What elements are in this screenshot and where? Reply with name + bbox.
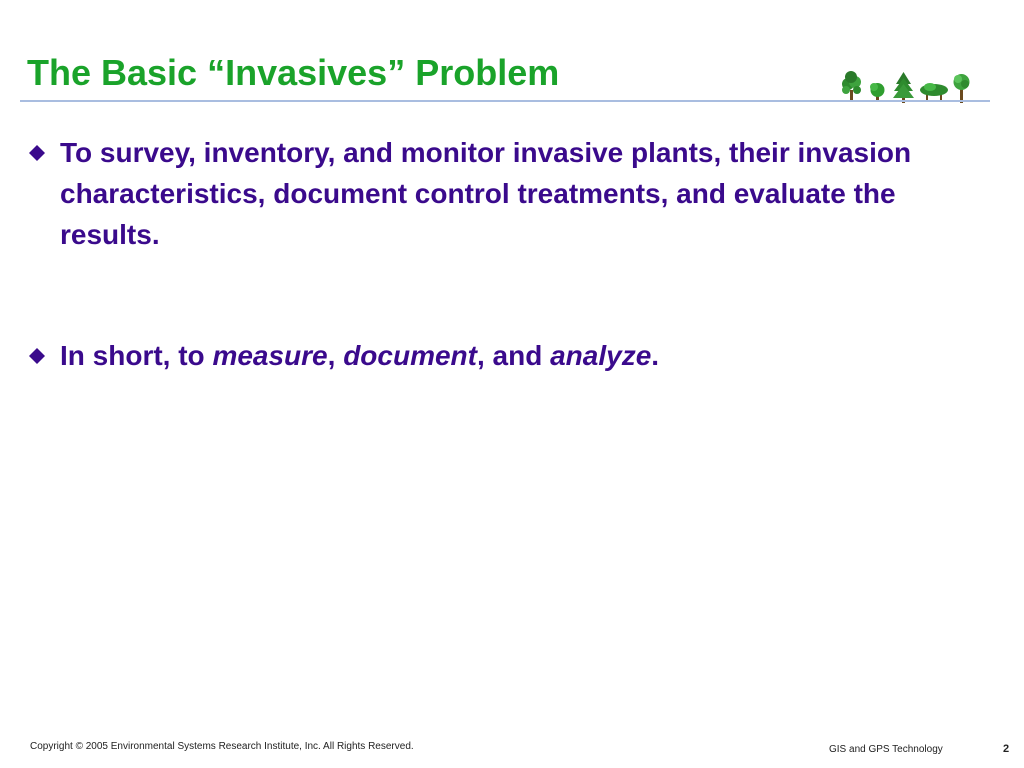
bullet-text-part: , xyxy=(327,340,344,371)
emphasis-measure: measure xyxy=(212,340,328,371)
footer-copyright: Copyright © 2005 Environmental Systems Research Institute, Inc. All Rights Reserved. xyxy=(30,741,414,752)
page-number: 2 xyxy=(1003,743,1010,755)
title-divider xyxy=(20,100,990,102)
bullet-item-2 xyxy=(28,335,978,376)
emphasis-document: document xyxy=(343,340,477,371)
bullet-text-part: In short, to xyxy=(60,340,213,371)
bullet-text-part: , and xyxy=(476,340,551,371)
tree-cluster-icon xyxy=(838,70,974,104)
slide-title: The Basic “Invasives” Problem xyxy=(27,52,560,93)
footer-course-title: GIS and GPS Technology xyxy=(829,744,943,755)
bullet-text-part: . xyxy=(651,340,660,371)
bullet-item-1 xyxy=(28,132,978,255)
emphasis-analyze: analyze xyxy=(550,340,652,371)
bullet-text-1: To survey, inventory, and monitor invasive plants, their invasion characteristics, document control treatments, and evaluate the results. xyxy=(60,137,912,250)
diamond-bullet-icon xyxy=(28,347,46,365)
tree-3-icon xyxy=(893,72,914,103)
tree-1-icon xyxy=(842,71,861,102)
bullet-list xyxy=(28,132,978,376)
bullet-text-2 xyxy=(60,340,659,371)
tree-5-icon xyxy=(954,74,970,103)
diamond-bullet-icon xyxy=(28,144,46,162)
